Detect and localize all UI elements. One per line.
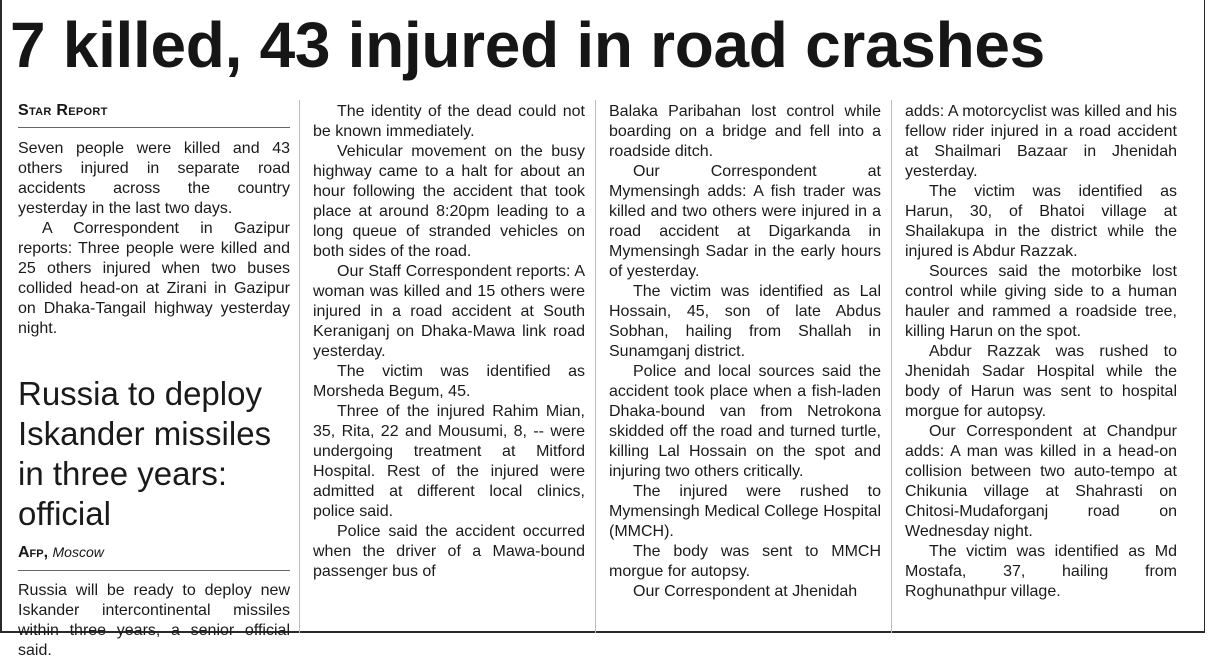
- paragraph: A Correspondent in Gazipur reports: Three people were killed and 25 others injured when two buses collided head-on at Zirani in Gazipur on Dhaka-Tangail highway yesterday night.: [18, 220, 290, 337]
- paragraph: adds: A motorcyclist was killed and his fellow rider injured in a road accident at Shailmari Bazaar in Jhenidah yesterday.: [905, 103, 1177, 180]
- paragraph: Our Correspondent at Chandpur adds: A man was killed in a head-on collision between two auto-tempo at Chikunia village at Shahrasti on Chitosi-Mudaforganj road on Wednesday night.: [905, 423, 1177, 540]
- main-story-column-4: [905, 102, 1177, 632]
- column-divider: [299, 100, 300, 633]
- byline: Star Report: [18, 102, 108, 119]
- agency-name: Afp,: [18, 544, 49, 561]
- paragraph: Police said the accident occurred when the driver of a Mawa-bound passenger bus of: [313, 523, 585, 580]
- main-story-column-2: [313, 102, 585, 632]
- paragraph: The victim was identified as Harun, 30, of Bhatoi village at Shailakupa in the district while the injured is Abdur Razzak.: [905, 183, 1177, 260]
- agency-line: [18, 544, 290, 562]
- column-divider: [595, 100, 596, 633]
- paragraph: Three of the injured Rahim Mian, 35, Rita, 22 and Mousumi, 8, -- were undergoing treatment at Mitford Hospital. Rest of the injured were admitted at different local clinics, police said.: [313, 403, 585, 520]
- paragraph: The injured were rushed to Mymensingh Medical College Hospital (MMCH).: [609, 483, 881, 540]
- column-4-body: [905, 102, 1177, 602]
- paragraph: Russia will be ready to deploy new Iskander intercontinental missiles within three years, a senior official said.: [18, 582, 290, 659]
- paragraph: Vehicular movement on the busy highway came to a halt for about an hour following the accident that took place at around 8:20pm leading to a long queue of stranded vehicles on both sides of the road.: [313, 143, 585, 260]
- secondary-headline: Russia to deploy Iskander missiles in three years: official: [18, 375, 272, 532]
- paragraph: The victim was identified as Md Mostafa, 37, hailing from Roghunathpur village.: [905, 543, 1177, 600]
- agency-rule: [18, 570, 290, 571]
- main-story-column-3: [609, 102, 881, 632]
- main-headline: 7 killed, 43 injured in road crashes: [10, 9, 1045, 81]
- paragraph: Police and local sources said the accident took place when a fish-laden Dhaka-bound van from Netrokona skidded off the road and turned turtle, killing Lal Hossain on the spot and injuring two others critically.: [609, 363, 881, 480]
- paragraph: The identity of the dead could not be known immediately.: [313, 103, 585, 140]
- clipping-right-edge: [1204, 0, 1205, 633]
- column-3-body: [609, 102, 881, 602]
- main-story-column-1: [18, 102, 290, 342]
- paragraph: Abdur Razzak was rushed to Jhenidah Sadar Hospital while the body of Harun was sent to hospital morgue for autopsy.: [905, 343, 1177, 420]
- dateline: Moscow: [52, 544, 104, 560]
- paragraph: Seven people were killed and 43 others injured in separate road accidents across the country yesterday in the last two days.: [18, 140, 290, 217]
- column-1-body: [18, 139, 290, 339]
- column-2-body: [313, 102, 585, 582]
- paragraph: Our Staff Correspondent reports: A woman was killed and 15 others were injured in a road accident at South Keraniganj on Dhaka-Mawa link road yesterday.: [313, 263, 585, 360]
- clipping-left-edge: [0, 0, 2, 633]
- byline-rule: [18, 127, 290, 128]
- paragraph: The victim was identified as Lal Hossain, 45, son of late Abdus Sobhan, hailing from Shallah in Sunamganj district.: [609, 283, 881, 360]
- secondary-story: [18, 374, 290, 659]
- paragraph: Balaka Paribahan lost control while boarding on a bridge and fell into a roadside ditch.: [609, 103, 881, 160]
- secondary-body: [18, 581, 290, 661]
- paragraph: Sources said the motorbike lost control while giving side to a human hauler and rammed a roadside tree, killing Harun on the spot.: [905, 263, 1177, 340]
- paragraph: The victim was identified as Morsheda Begum, 45.: [313, 363, 585, 400]
- paragraph: The body was sent to MMCH morgue for autopsy.: [609, 543, 881, 580]
- paragraph: Our Correspondent at Jhenidah: [633, 583, 858, 600]
- column-divider: [891, 100, 892, 633]
- paragraph: Our Correspondent at Mymensingh adds: A fish trader was killed and two others were injured in a road accident at Digarkanda in Mymensingh Sadar in the early hours of yesterday.: [609, 163, 881, 280]
